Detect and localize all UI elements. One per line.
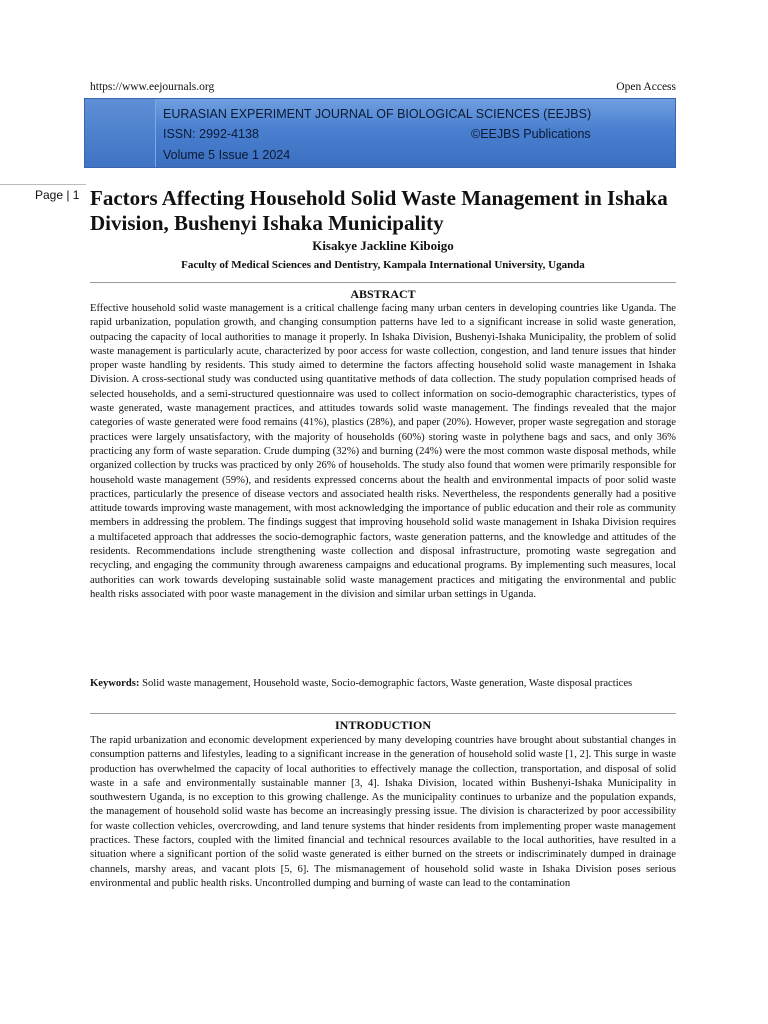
journal-volume: Volume 5 Issue 1 2024 xyxy=(163,148,291,162)
divider xyxy=(90,282,676,283)
page-number: Page | 1 xyxy=(35,188,80,202)
introduction-body: The rapid urbanization and economic development experienced by many developing countries have brought about substantial changes in consumption patterns and lifestyles, leading to a significant increase in the generation of household solid waste [1, 2]. This surge in waste production has overwhelmed the capacity of local authorities to effectively manage the collection, transportation, and disposal of solid waste in a safe and environmentally sustainable manner [3, 4]. Ishaka Division, located within Bushenyi-Ishaka Municipality in southwestern Uganda, is no exception to this growing challenge. As the municipality continues to urbanize and the population expands, the management of household solid waste has become an increasingly pressing issue. The division is characterized by poor accessibility for waste collection vehicles, overcrowding, and land tenure systems that hinder residents from implementing proper waste management practices. These factors, coupled with the limited financial and technical resources available to the local authorities, have resulted in a situation where a significant portion of the solid waste generated is either burned on the streets or indiscriminately dumped in drainage channels, marshy areas, and vacant plots [5, 6]. The mismanagement of household solid waste in Ishaka Division poses serious environmental and public health risks. Uncontrolled dumping and burning of waste can lead to the contamination xyxy=(90,735,676,889)
paper-author: Kisakye Jackline Kiboigo xyxy=(312,238,454,253)
page-number-margin xyxy=(0,184,86,207)
journal-banner xyxy=(84,98,676,168)
keywords xyxy=(90,677,676,691)
journal-name: EURASIAN EXPERIMENT JOURNAL OF BIOLOGICAL SCIENCES (EEJBS) xyxy=(163,107,592,121)
author-affiliation: Faculty of Medical Sciences and Dentistry, Kampala International University, Uganda xyxy=(181,259,585,271)
introduction-heading: INTRODUCTION xyxy=(334,718,431,732)
paper-title: Factors Affecting Household Solid Waste Management in Ishaka Division, Bushenyi Ishaka Municipality xyxy=(90,186,668,235)
page-header xyxy=(90,81,676,97)
abstract-body: Effective household solid waste management is a critical challenge facing many urban centers in developing countries like Uganda. The rapid urbanization, population growth, and changing consumption patterns have led to a significant increase in solid waste generation, outpacing the capacity of local authorities to manage it properly. In Ishaka Division, Bushenyi-Ishaka Municipality, the problem of solid waste management is particularly acute, characterized by poor access for waste collection, congestion, and land tenure issues that hinder proper waste handling by residents. This study aimed to determine the factors affecting household solid waste management in Ishaka Division. A cross-sectional study was conducted using quantitative methods of data collection. The study population comprised heads of selected households, and a semi-structured questionnaire was used to collect information on socio-demographic characteristics, types of waste generated, waste management practices, and attitudes towards solid waste management. The findings revealed that the major categories of waste generated were food remains (41%), plastics (28%), and paper (20%). However, proper waste segregation and storage practices were largely unsatisfactory, with the majority of households (60%) storing waste in polythene bags and sacs, and only 36% practicing any form of waste separation. Crude dumping (32%) and burning (24%) were the most common waste disposal methods, while organized collection by trucks was practiced by only 26% of households. The study also found that women were primarily responsible for household waste management (59%), and residents expressed concerns about the health and environmental impacts of poor solid waste practices, particularly the presence of disease vectors and associated health risks. Nevertheless, the respondents generally had a positive attitude towards improving waste management, with most acknowledging the importance of public education and their role as community members in addressing the problem. The findings suggest that improving household solid waste management in Ishaka Division requires a multifaceted approach that addresses the socio-demographic factors, waste generation patterns, and the knowledge and attitudes of the residents. Recommendations include strengthening waste collection and disposal infrastructure, promoting waste segregation and recycling, and engaging the community through awareness campaigns and educational programs. By implementing such measures, local authorities can work towards developing sustainable solid waste management practices and mitigating the environmental and public health risks associated with poor waste management in the division and similar urban settings in Uganda. xyxy=(90,303,676,600)
keywords-list: Solid waste management, Household waste, Socio-demographic factors, Waste generation, Waste disposal practices xyxy=(142,678,633,689)
divider xyxy=(90,713,676,714)
keywords-label: Keywords: xyxy=(90,678,140,689)
journal-url[interactable]: https://www.eejournals.org xyxy=(90,81,215,93)
abstract-heading: ABSTRACT xyxy=(350,287,416,301)
journal-publisher: ©EEJBS Publications xyxy=(471,127,591,141)
banner-stripe xyxy=(85,99,156,167)
journal-issn: ISSN: 2992-4138 xyxy=(163,127,259,141)
open-access-label: Open Access xyxy=(616,81,676,93)
